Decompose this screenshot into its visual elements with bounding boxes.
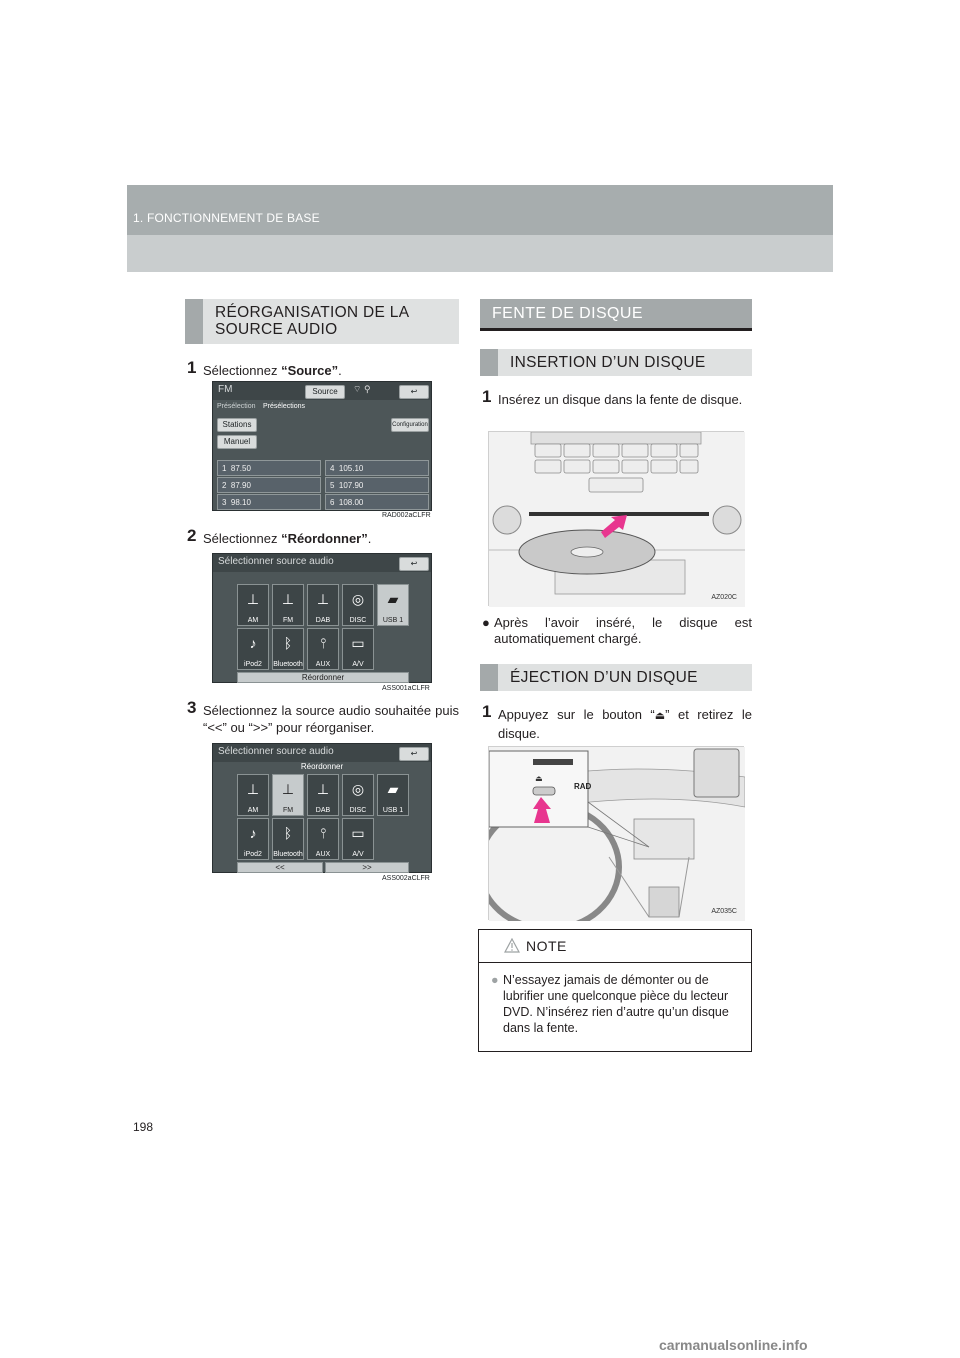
presets-heading: Présélections (263, 403, 306, 410)
note-box (478, 929, 752, 1052)
source-tile-ipod2[interactable]: ♪ iPod2 (237, 818, 269, 860)
source-tile-disc[interactable]: ◎ DISC (342, 584, 374, 626)
figure-eject-dashboard (488, 746, 744, 920)
page-number: 198 (133, 1120, 154, 1134)
figure-code: RAD002aCLFR (382, 512, 431, 519)
subsection-title: ÉJECTION D’UN DISQUE (510, 669, 698, 686)
antenna-icon: ⊥ (316, 781, 330, 797)
step-text: Sélectionnez (203, 363, 282, 378)
header-band (127, 185, 833, 235)
subsection-insert-disc (480, 349, 752, 376)
preset-5[interactable]: 5 107.90 (325, 477, 429, 493)
back-button[interactable]: ↩ (399, 385, 429, 399)
disc-insertion-illustration (489, 432, 745, 607)
source-tile-usb1[interactable]: ▰ USB 1 (377, 774, 409, 816)
step-text-end: . (338, 363, 342, 378)
step-text: Insérez un disque dans la fente de disque. (498, 392, 743, 407)
warning-triangle-icon (504, 938, 520, 953)
figure-disc-insertion (488, 431, 744, 606)
move-left-button[interactable]: << (237, 862, 323, 873)
rad-label: RAD (574, 782, 592, 791)
step-insert-disc (482, 387, 752, 408)
source-tile-dab[interactable]: ⊥ DAB (307, 774, 339, 816)
source-button[interactable]: Source (305, 385, 345, 399)
bluetooth-icon: ᛒ (283, 825, 293, 841)
back-button[interactable]: ↩ (399, 557, 429, 571)
section-title-line2: SOURCE AUDIO (215, 321, 338, 338)
note-item (491, 972, 743, 1036)
section-bar (480, 664, 498, 691)
bullet-dot-icon: ● (482, 615, 490, 630)
preset-2[interactable]: 2 87.90 (217, 477, 321, 493)
source-tile-bluetooth[interactable]: ᛒ Bluetooth (272, 628, 304, 670)
screen-fm-presets (212, 381, 432, 511)
usb-icon: ▰ (387, 591, 399, 607)
subsection-eject-disc (480, 664, 752, 691)
chapter-title: 1. FONCTIONNEMENT DE BASE (133, 211, 320, 225)
figure-code: ASS002aCLFR (382, 875, 430, 882)
source-tile-aux[interactable]: ⫯ AUX (307, 818, 339, 860)
antenna-icon: ⊥ (246, 781, 260, 797)
bluetooth-icon: ᛒ (283, 635, 293, 651)
step-bold-term: “Réordonner” (281, 531, 368, 546)
status-icons: ⌔ ⚲ (353, 384, 371, 394)
screen-titlebar (213, 554, 431, 572)
antenna-icon: ⊥ (281, 781, 295, 797)
move-right-button[interactable]: >> (325, 862, 409, 873)
svg-text:⏏: ⏏ (535, 774, 543, 783)
stations-button[interactable]: Stations (217, 418, 257, 432)
note-header (479, 930, 751, 963)
antenna-icon: ⊥ (316, 591, 330, 607)
step-number: 1 (482, 702, 492, 721)
figure-code: ASS001aCLFR (382, 685, 430, 692)
step-eject-disc (482, 702, 752, 742)
monitor-icon: ▭ (351, 825, 365, 841)
step-text: Sélectionnez la source audio souhaitée puis “<<” ou “>>” pour réorganiser. (203, 703, 459, 735)
source-tile-fm[interactable]: ⊥ FM (272, 584, 304, 626)
step-3-reorganize (187, 698, 459, 736)
note-title: NOTE (526, 938, 567, 954)
step-number: 3 (187, 698, 197, 717)
music-note-icon: ♪ (249, 825, 257, 841)
source-tile-usb1[interactable]: ▰ USB 1 (377, 584, 409, 626)
configuration-button[interactable]: Configuration (391, 418, 429, 432)
reorder-heading: Réordonner (300, 762, 344, 771)
bullet-dot-icon: ● (491, 973, 499, 987)
source-tile-disc[interactable]: ◎ DISC (342, 774, 374, 816)
step-number: 1 (482, 387, 492, 406)
section-bar (480, 349, 498, 376)
step-2-select-reorder (187, 526, 457, 547)
screen-title: Sélectionner source audio (218, 556, 334, 567)
back-button[interactable]: ↩ (399, 747, 429, 761)
source-tile-fm[interactable]: ⊥ FM (272, 774, 304, 816)
preset-6[interactable]: 6 108.00 (325, 494, 429, 510)
disc-icon: ◎ (351, 591, 365, 607)
section-bar (185, 299, 203, 344)
manual-button[interactable]: Manuel (217, 435, 257, 449)
source-tile-am[interactable]: ⊥ AM (237, 774, 269, 816)
bullet-text: Après l’avoir inséré, le disque est automatiquement chargé. (494, 615, 752, 646)
step-number: 1 (187, 358, 197, 377)
main-heading-disc-slot (480, 299, 752, 331)
section-title-line1: RÉORGANISATION DE LA (215, 304, 410, 321)
screen-titlebar (213, 382, 431, 400)
screen-title: FM (218, 384, 233, 395)
antenna-icon: ⊥ (246, 591, 260, 607)
aux-plug-icon: ⫯ (319, 825, 327, 841)
header-subband (127, 235, 833, 272)
step-1-select-source (187, 358, 457, 379)
bullet-auto-load (482, 615, 752, 647)
step-text-end: ” et retirez le disque. (498, 707, 752, 741)
subsection-title: INSERTION D’UN DISQUE (510, 354, 706, 371)
screen-titlebar (213, 744, 431, 762)
step-bold-term: “Source” (281, 363, 339, 378)
aux-plug-icon: ⫯ (319, 635, 327, 651)
step-text-end: . (367, 531, 372, 546)
step-text: Sélectionnez (203, 531, 282, 546)
usb-icon: ▰ (387, 781, 399, 797)
screen-select-source (212, 553, 432, 683)
reorder-button[interactable]: Réordonner (237, 672, 409, 683)
source-tile-am[interactable]: ⊥ AM (237, 584, 269, 626)
section-heading-reorganize (185, 299, 459, 344)
screen-title: Sélectionner source audio (218, 746, 334, 757)
main-title: FENTE DE DISQUE (492, 305, 643, 322)
antenna-icon: ⊥ (281, 591, 295, 607)
preset-3[interactable]: 3 98.10 (217, 494, 321, 510)
disc-icon: ◎ (351, 781, 365, 797)
step-number: 2 (187, 526, 197, 545)
source-tile-bluetooth[interactable]: ᛒ Bluetooth (272, 818, 304, 860)
source-tile-ipod2[interactable]: ♪ iPod2 (237, 628, 269, 670)
preset-4[interactable]: 4 105.10 (325, 460, 429, 476)
source-tile-aux[interactable]: ⫯ AUX (307, 628, 339, 670)
screen-reorder-sources (212, 743, 432, 873)
source-tile-av[interactable]: ▭ A/V (342, 628, 374, 670)
figure-code: AZ020C (711, 594, 737, 601)
source-tile-av[interactable]: ▭ A/V (342, 818, 374, 860)
presets-tab[interactable]: Présélection (217, 403, 256, 410)
dashboard-illustration (489, 747, 745, 921)
figure-code: AZ035C (711, 908, 737, 915)
source-tile-dab[interactable]: ⊥ DAB (307, 584, 339, 626)
watermark[interactable]: carmanualsonline.info (659, 1337, 808, 1353)
preset-1[interactable]: 1 87.50 (217, 460, 321, 476)
step-text: Appuyez sur le bouton “ (498, 707, 655, 722)
eject-icon: ⏏ (654, 710, 666, 722)
note-text: N’essayez jamais de démonter ou de lubrifier une quelconque pièce du lecteur DVD. N’insérez rien d’autre qu’un disque dans la fente. (503, 973, 729, 1035)
music-note-icon: ♪ (249, 635, 257, 651)
monitor-icon: ▭ (351, 635, 365, 651)
